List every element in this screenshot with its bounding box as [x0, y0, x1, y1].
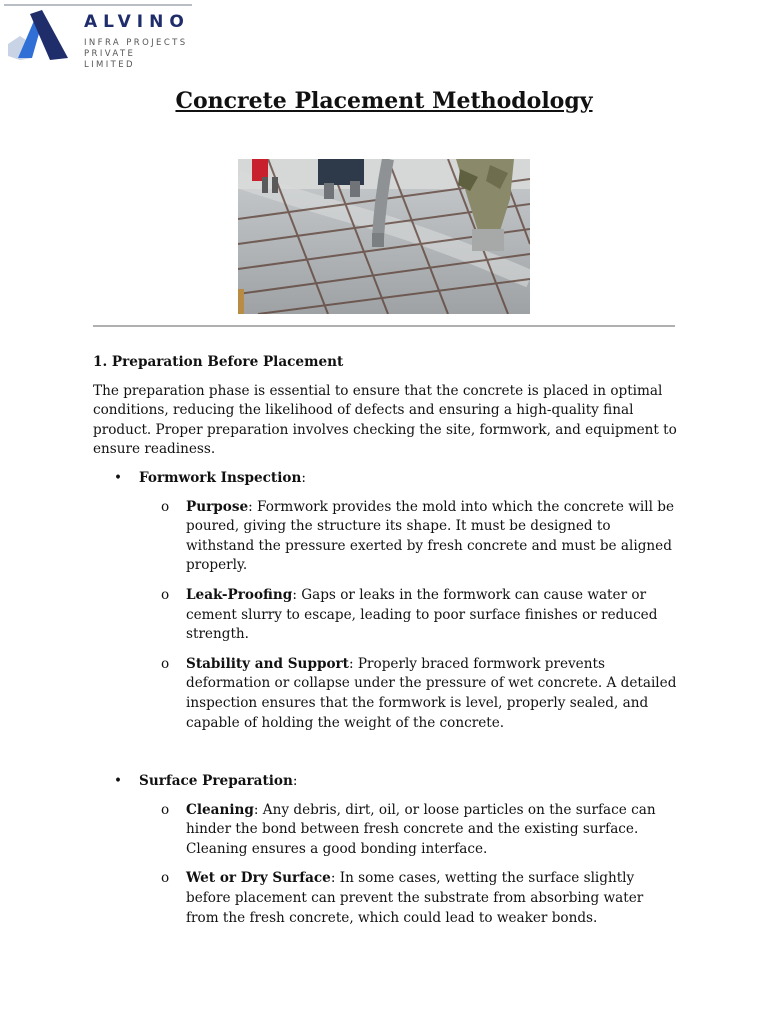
- logo-subtitle: [84, 38, 188, 71]
- sub-item-term: Stability and Support: [186, 655, 349, 672]
- bullet-label: Formwork Inspection: [139, 469, 302, 486]
- sub-item-wet-dry-surface: [93, 869, 678, 928]
- page-title: Concrete Placement Methodology: [175, 88, 593, 114]
- section-intro: The preparation phase is essential to ensure that the concrete is placed in optimal conditions, reducing the likelihood of defects and ensuring a high-quality final product. Proper preparation involves checking the site, formwork, and equipment to ensure readiness.: [93, 382, 677, 458]
- sub-item-purpose: [93, 498, 678, 576]
- sub-bullet-marker: o: [161, 870, 170, 887]
- sub-bullet-marker: o: [161, 801, 170, 818]
- sub-item-text: : Properly braced formwork prevents deformation or collapse under the pressure of wet concrete. A detailed inspection ensures that the formwork is level, properly sealed, and capable of holding the weight of the concrete.: [186, 655, 677, 731]
- sub-item-cleaning: [93, 801, 678, 860]
- section-heading: 1. Preparation Before Placement: [93, 354, 344, 370]
- company-logo: [4, 4, 190, 70]
- sub-bullet-marker: o: [161, 498, 170, 515]
- sub-item-term: Wet or Dry Surface: [186, 870, 331, 887]
- logo-name: ALVINO: [84, 12, 190, 32]
- sub-item-text: : Gaps or leaks in the formwork can cause water or cement slurry to escape, leading to poor surface finishes or reduced strength.: [186, 586, 658, 643]
- logo-mark-icon: [8, 10, 70, 60]
- bullet-suffix: :: [301, 469, 306, 486]
- sub-item-text: : Any debris, dirt, oil, or loose particles on the surface can hinder the bond between fresh concrete and the existing surface. Cleaning ensures a good bonding interface.: [186, 801, 656, 857]
- horizontal-divider: [93, 325, 675, 327]
- logo-top-rule: [4, 4, 192, 6]
- spacer: [93, 743, 678, 772]
- bullet-dot: •: [114, 469, 123, 486]
- hero-photo: [238, 159, 530, 314]
- bullet-suffix: :: [292, 773, 298, 790]
- sub-item-term: Purpose: [186, 498, 249, 515]
- bullet-formwork-inspection: [93, 469, 678, 489]
- sub-bullet-marker: o: [161, 586, 170, 603]
- logo-subtitle-line: PRIVATE LIMITED: [84, 49, 136, 70]
- sub-bullet-marker: o: [161, 655, 170, 672]
- sub-item-stability: [93, 655, 678, 733]
- document-body: [93, 353, 678, 938]
- bullet-surface-preparation: [93, 772, 678, 792]
- bullet-dot: •: [114, 773, 123, 790]
- sub-item-text: : Formwork provides the mold into which the concrete will be poured, giving the structure its shape. It must be designed to withstand the pressure exerted by fresh concrete and must be aligned properly.: [186, 498, 675, 574]
- bullet-label: Surface Preparation: [139, 773, 293, 790]
- concrete-pour-image: [238, 159, 530, 314]
- sub-item-text: : In some cases, wetting the surface slightly before placement can prevent the substrate from absorbing water from the fresh concrete, which could lead to weaker bonds.: [186, 870, 644, 926]
- logo-subtitle-line: INFRA PROJECTS: [84, 38, 188, 48]
- sub-item-leak-proofing: [93, 586, 678, 645]
- sub-item-term: Leak-Proofing: [186, 586, 293, 603]
- sub-item-term: Cleaning: [186, 801, 254, 818]
